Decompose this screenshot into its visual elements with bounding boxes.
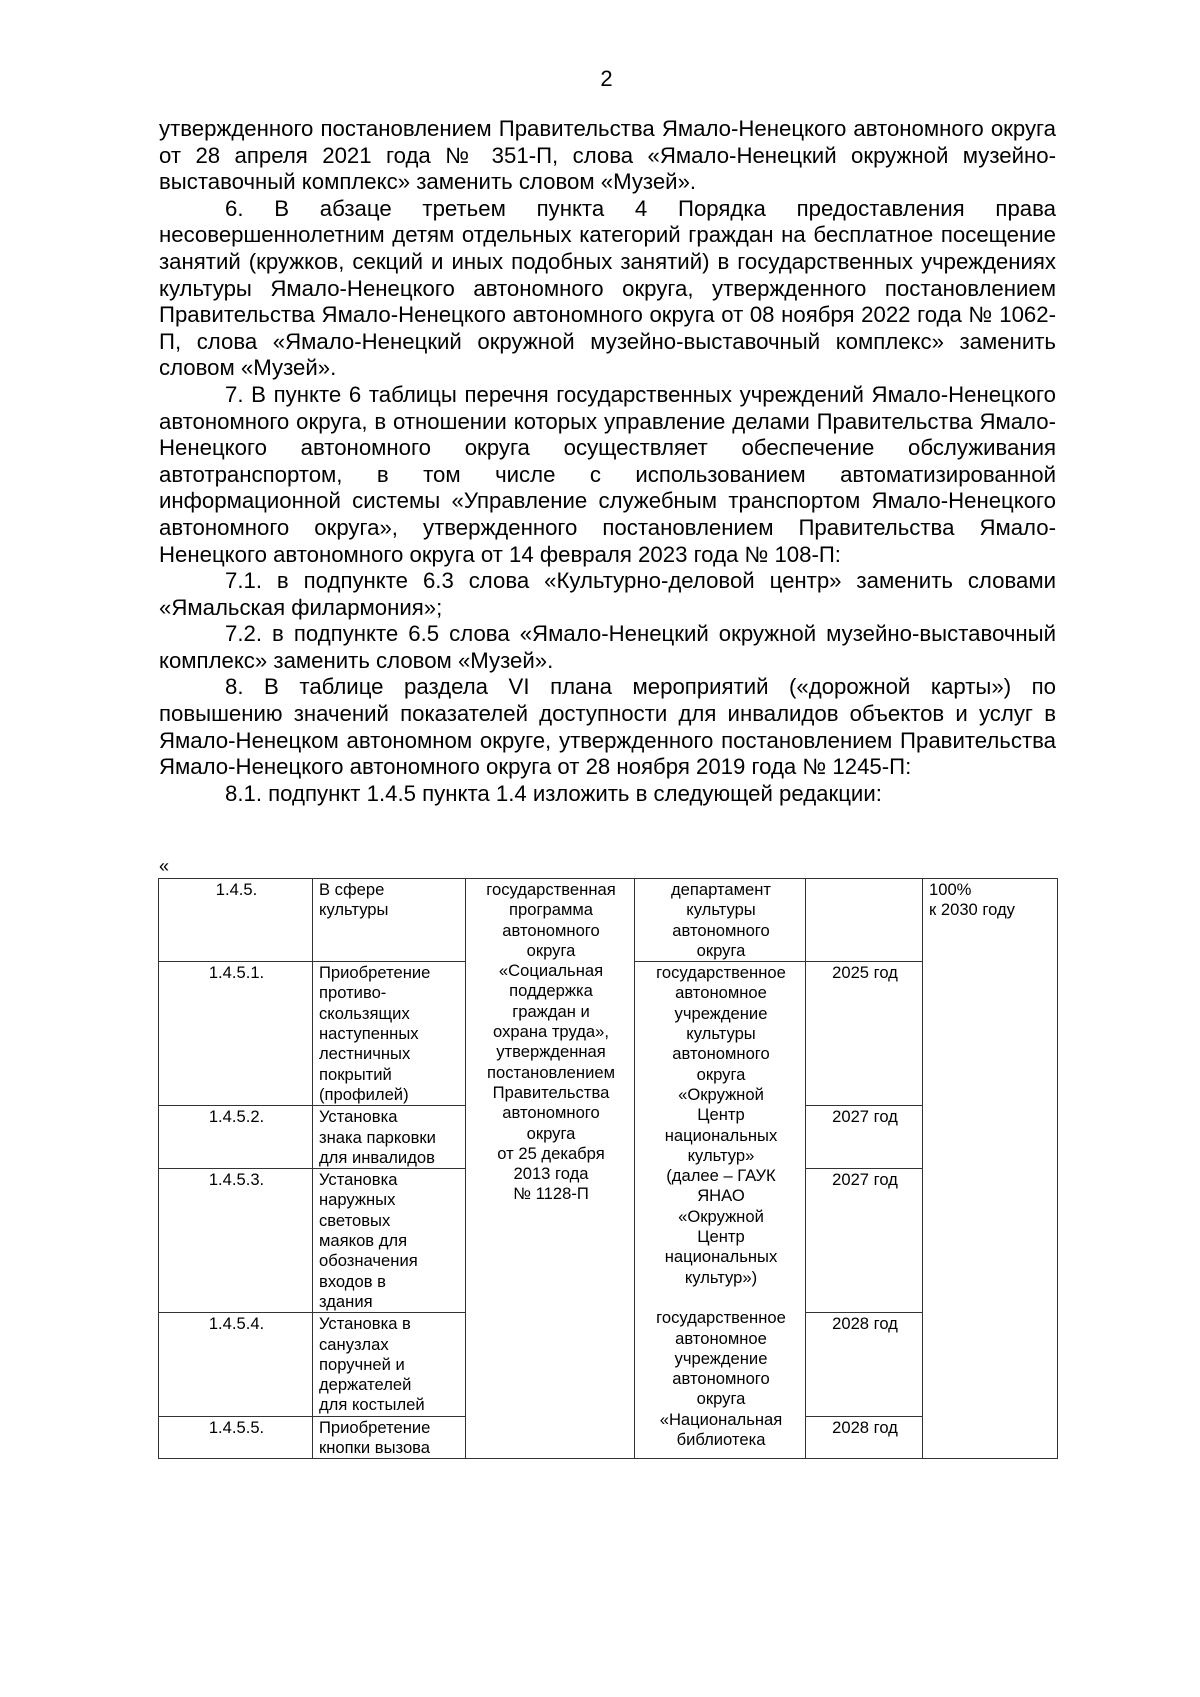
- cell-text-line: В сфере: [319, 880, 385, 899]
- cell-text-line: автономного: [672, 1369, 770, 1389]
- paragraph-item-8: 8. В таблице раздела VI плана мероприятий («дорожной карты») по повышению значений показателей доступности для инвалидов объектов и услуг в Ямало-Ненецком автономном округе, утвержденного постановлением Правительства Ямало-Ненецкого автономного округа от 28 ноября 2019 года № 1245-П:: [159, 674, 1056, 780]
- term-cell: 2027 год: [806, 1106, 923, 1169]
- cell-text-line: культур»): [684, 1267, 758, 1287]
- cell-text-line: скользящих: [319, 1003, 410, 1023]
- cell-text-line: «Окружной: [678, 1206, 764, 1226]
- cell-text-line: «Окружной: [678, 1084, 764, 1104]
- measure-name-cell: [313, 1416, 466, 1459]
- cell-text-line: культуры: [686, 900, 756, 920]
- cell-text-line: национальных: [664, 1247, 778, 1267]
- cell-text-line: наружных: [319, 1190, 396, 1210]
- measure-name-cell: [313, 1313, 466, 1416]
- cell-text-line: автономного: [672, 1044, 770, 1064]
- cell-text-line: Центр: [697, 1227, 745, 1247]
- cell-text-line: государственное: [656, 1308, 786, 1328]
- cell-text-line: световых: [319, 1210, 391, 1230]
- measure-name-cell: [313, 1169, 466, 1313]
- term-cell: [806, 879, 923, 962]
- measure-name-cell: [313, 962, 466, 1106]
- cell-text-line: государственное: [656, 963, 786, 983]
- cell-text-line: культуры: [686, 1024, 756, 1044]
- cell-text-line: № 1128-П: [513, 1184, 589, 1204]
- cell-text-line: Приобретение: [319, 963, 431, 983]
- row-number-cell: 1.4.5.4.: [159, 1313, 313, 1416]
- cell-text-line: кнопки вызова: [319, 1438, 431, 1458]
- cell-text-line: ЯНАО: [697, 1186, 745, 1206]
- program-cell: [466, 879, 635, 1459]
- paragraph-item-7-2: 7.2. в подпункте 6.5 слова «Ямало-Ненецкий окружной музейно-выставочный комплекс» заменить словом «Музей».: [159, 621, 1056, 673]
- cell-text-line: (профилей): [319, 1084, 409, 1104]
- page-number: 2: [600, 66, 613, 91]
- cell-text-line: «Социальная: [498, 961, 604, 981]
- cell-text-line: Приобретение: [319, 1417, 431, 1437]
- measure-name-cell: [313, 879, 466, 962]
- cell-text-line: к 2030 году: [929, 900, 1015, 920]
- cell-text-line: (далее – ГАУК: [666, 1166, 776, 1186]
- cell-text-line: для инвалидов: [319, 1147, 435, 1167]
- row-number-cell: 1.4.5.2.: [159, 1106, 313, 1169]
- blank-line: [641, 1288, 801, 1308]
- row-number-cell: 1.4.5.3.: [159, 1169, 313, 1313]
- cell-text-line: округа: [696, 940, 746, 960]
- cell-text-line: входов в: [319, 1271, 386, 1291]
- cell-text-line: департамент: [670, 880, 772, 899]
- cell-text-line: округа: [526, 1123, 576, 1143]
- measure-name-cell: [313, 1106, 466, 1169]
- executor-merged-cell: [635, 962, 806, 1459]
- result-cell: [923, 879, 1058, 1459]
- cell-text-line: национальных: [664, 1125, 778, 1145]
- executor-cell: [635, 879, 806, 962]
- cell-text-line: учреждение: [674, 1348, 768, 1368]
- cell-text-line: автономного: [502, 920, 600, 940]
- paragraph-item-6: 6. В абзаце третьем пункта 4 Порядка предоставления права несовершеннолетним детям отдельных категорий граждан на бесплатное посещение занятий (кружков, секций и иных подобных занятий) в государственных учреждениях культуры Ямало-Ненецкого автономного округа, утвержденного постановлением Правительства Ямало-Ненецкого автономного округа от 08 ноября 2022 года № 1062-П, слова «Ямало-Ненецкий окружной музейно-выставочный комплекс» заменить словом «Музей».: [159, 195, 1056, 381]
- cell-text-line: граждан и: [512, 1001, 590, 1021]
- cell-text-line: знака парковки: [319, 1127, 436, 1147]
- opening-quote-mark: «: [159, 856, 170, 876]
- cell-text-line: культур»: [687, 1145, 755, 1165]
- roadmap-table: [158, 878, 1058, 1459]
- cell-text-line: для костылей: [319, 1395, 425, 1415]
- paragraph-item-7-1: 7.1. в подпункте 6.3 слова «Культурно-деловой центр» заменить словами «Ямальская филармония»;: [159, 568, 1056, 620]
- cell-text-line: 2013 года: [513, 1164, 589, 1184]
- term-cell: 2028 год: [806, 1313, 923, 1416]
- cell-text-line: Установка: [319, 1170, 398, 1190]
- cell-text-line: 100%: [929, 880, 972, 899]
- cell-text-line: держателей: [319, 1375, 412, 1395]
- cell-text-line: программа: [509, 900, 593, 920]
- paragraph-item-7: 7. В пункте 6 таблицы перечня государственных учреждений Ямало-Ненецкого автономного округа, в отношении которых управление делами Правительства Ямало-Ненецкого автономного округа осуществляет обеспечение обслуживания автотранспортом, в том числе с использованием автоматизированной информационной системы «Управление служебным транспортом Ямало-Ненецкого автономного округа», утвержденного постановлением Правительства Ямало-Ненецкого автономного округа от 14 февраля 2023 года № 108-П:: [159, 381, 1056, 567]
- paragraph-continuation-item-5: утвержденного постановлением Правительства Ямало-Ненецкого автономного округа от 28 апреля 2021 года № 351-П, слова «Ямало-Ненецкий окружной музейно-выставочный комплекс» заменить словом «Музей».: [159, 116, 1056, 195]
- cell-text-line: учреждение: [674, 1003, 768, 1023]
- row-number-cell: 1.4.5.: [159, 879, 313, 962]
- cell-text-line: Установка: [319, 1107, 398, 1127]
- term-cell: 2028 год: [806, 1416, 923, 1459]
- cell-text-line: постановлением: [487, 1062, 615, 1082]
- cell-text-line: обозначения: [319, 1251, 418, 1271]
- document-body: [159, 116, 1056, 807]
- cell-text-line: утвержденная: [496, 1042, 606, 1062]
- cell-text-line: Правительства: [492, 1082, 610, 1102]
- cell-text-line: поручней и: [319, 1354, 405, 1374]
- row-number-cell: 1.4.5.1.: [159, 962, 313, 1106]
- table-row: [159, 879, 1058, 962]
- cell-text-line: автономное: [675, 1328, 767, 1348]
- cell-text-line: государственная: [486, 880, 616, 899]
- cell-text-line: противо-: [319, 983, 387, 1003]
- cell-text-line: автономного: [672, 920, 770, 940]
- cell-text-line: поддержка: [509, 981, 593, 1001]
- cell-text-line: Установка в: [319, 1314, 411, 1334]
- cell-text-line: культуры: [319, 900, 389, 920]
- cell-text-line: санузлах: [319, 1334, 389, 1354]
- cell-text-line: лестничных: [319, 1044, 411, 1064]
- cell-text-line: библиотека: [676, 1430, 766, 1450]
- cell-text-line: Центр: [697, 1105, 745, 1125]
- row-number-cell: 1.4.5.5.: [159, 1416, 313, 1459]
- cell-text-line: автономное: [675, 983, 767, 1003]
- cell-text-line: округа: [696, 1064, 746, 1084]
- cell-text-line: охрана труда»,: [493, 1022, 609, 1042]
- term-cell: 2025 год: [806, 962, 923, 1106]
- paragraph-item-8-1: 8.1. подпункт 1.4.5 пункта 1.4 изложить в следующей редакции:: [225, 780, 882, 806]
- cell-text-line: от 25 декабря: [497, 1143, 605, 1163]
- cell-text-line: автономного: [502, 1103, 600, 1123]
- cell-text-line: покрытий: [319, 1064, 392, 1084]
- cell-text-line: наступенных: [319, 1024, 419, 1044]
- cell-text-line: «Национальная: [659, 1409, 783, 1429]
- cell-text-line: округа: [696, 1389, 746, 1409]
- cell-text-line: маяков для: [319, 1231, 408, 1251]
- cell-text-line: здания: [319, 1291, 373, 1311]
- term-cell: 2027 год: [806, 1169, 923, 1313]
- cell-text-line: округа: [526, 940, 576, 960]
